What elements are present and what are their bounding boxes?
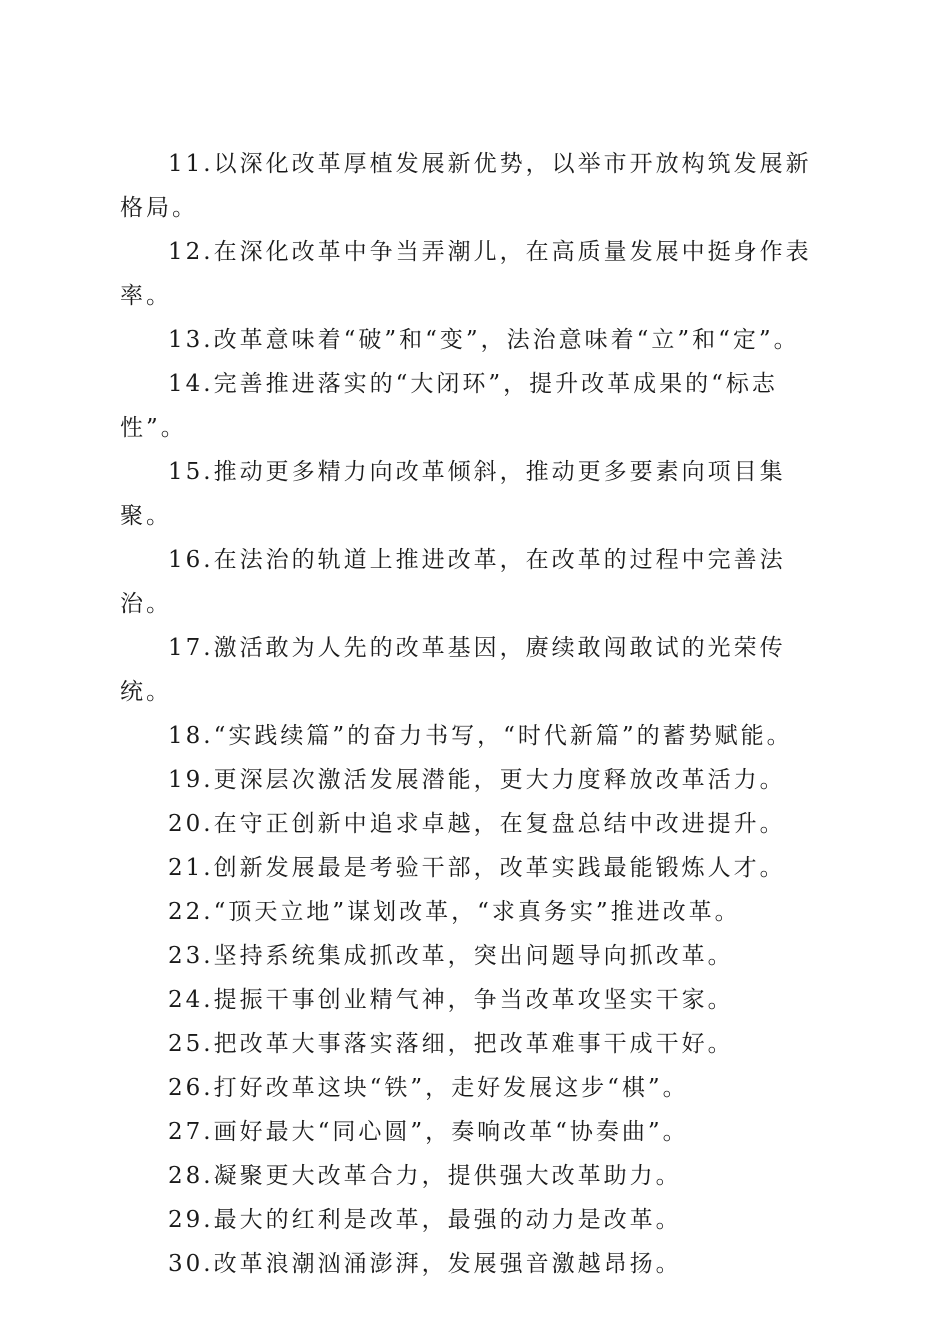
list-item: 16.在法治的轨道上推进改革，在改革的过程中完善法治。: [120, 547, 786, 617]
list-item: 24.提振干事创业精气神，争当改革攻坚实干家。: [168, 987, 734, 1013]
list-item: 22.“顶天立地”谋划改革，“求真务实”推进改革。: [168, 899, 741, 925]
list-item: 23.坚持系统集成抓改革，突出问题导向抓改革。: [168, 943, 734, 969]
list-item: 12.在深化改革中争当弄潮儿，在高质量发展中挺身作表率。: [120, 239, 812, 309]
list-item: 11.以深化改革厚植发展新优势，以举市开放构筑发展新格局。: [120, 151, 812, 221]
list-item: 15.推动更多精力向改革倾斜，推动更多要素向项目集聚。: [120, 459, 786, 529]
list-item: 21.创新发展最是考验干部，改革实践最能锻炼人才。: [168, 855, 786, 881]
list-item: 19.更深层次激活发展潜能，更大力度释放改革活力。: [168, 767, 786, 793]
list-item: 26.打好改革这块“铁”，走好发展这步“棋”。: [168, 1075, 689, 1101]
list-item: 29.最大的红利是改革，最强的动力是改革。: [168, 1207, 682, 1233]
list-item: 28.凝聚更大改革合力，提供强大改革助力。: [168, 1163, 682, 1189]
list-item: 13.改革意味着“破”和“变”，法治意味着“立”和“定”。: [168, 327, 800, 353]
list-item: 14.完善推进落实的“大闭环”，提升改革成果的“标志性”。: [120, 371, 778, 441]
list-item: 17.激活敢为人先的改革基因，赓续敢闯敢试的光荣传统。: [120, 635, 786, 705]
list-item: 20.在守正创新中追求卓越，在复盘总结中改进提升。: [168, 811, 786, 837]
list-item: 25.把改革大事落实落细，把改革难事干成干好。: [168, 1031, 734, 1057]
list-item: 18.“实践续篇”的奋力书写，“时代新篇”的蓄势赋能。: [168, 723, 793, 749]
list-item: 30.改革浪潮汹涌澎湃，发展强音激越昂扬。: [168, 1251, 682, 1277]
list-item: 27.画好最大“同心圆”，奏响改革“协奏曲”。: [168, 1119, 689, 1145]
document-body: [120, 142, 835, 1286]
